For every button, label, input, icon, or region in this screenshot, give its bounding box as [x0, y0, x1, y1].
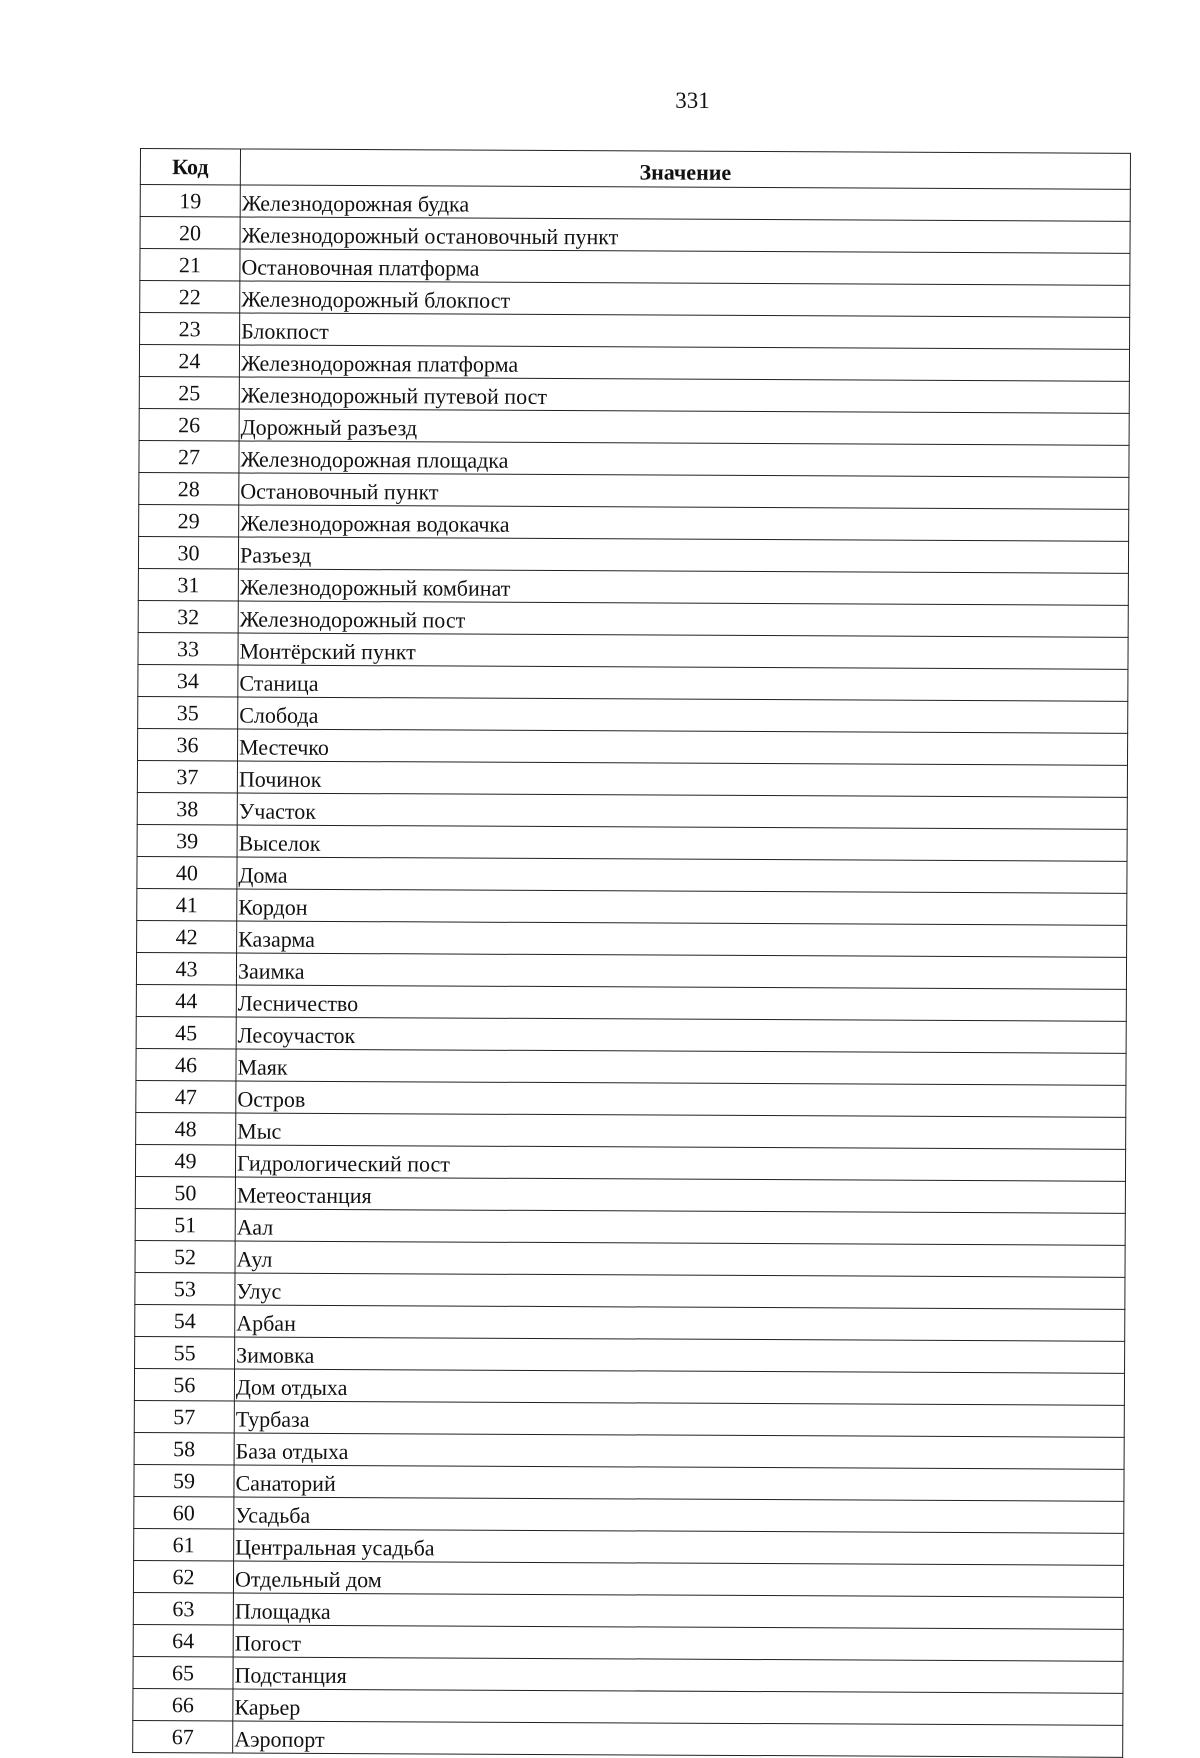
row-code: 49: [135, 1144, 235, 1176]
table-row: [136, 1080, 1126, 1117]
row-value: Карьер: [233, 1689, 1123, 1725]
row-code: 31: [138, 568, 238, 600]
row-code: 38: [137, 792, 237, 824]
table-row: [138, 664, 1128, 701]
row-code: 29: [139, 504, 239, 536]
table-row: [139, 472, 1129, 509]
row-code: 28: [139, 472, 239, 504]
row-value: Лесоучасток: [236, 1017, 1126, 1053]
row-value: Заимка: [236, 953, 1126, 989]
table-row: [135, 1208, 1125, 1245]
row-value: Казарма: [237, 921, 1127, 957]
row-code: 40: [137, 856, 237, 888]
table-row: [135, 1176, 1125, 1213]
row-code: 34: [138, 664, 238, 696]
table-row: [135, 1304, 1125, 1341]
table-row: [136, 952, 1126, 989]
row-code: 21: [140, 249, 240, 281]
table-header-row: [140, 149, 1130, 190]
row-value: Дорожный разъезд: [239, 409, 1129, 445]
table-row: [136, 984, 1126, 1021]
table-row: [138, 536, 1128, 573]
row-code: 41: [137, 888, 237, 920]
table-row: [135, 1240, 1125, 1277]
table-row: [138, 600, 1128, 637]
table-row: [134, 1432, 1124, 1469]
table-row: [140, 249, 1130, 286]
row-value: Остановочная платформа: [240, 249, 1130, 285]
row-code: 48: [136, 1112, 236, 1144]
row-code: 25: [139, 376, 239, 408]
row-code: 45: [136, 1016, 236, 1048]
row-value: Выселок: [237, 825, 1127, 861]
table-row: [136, 1112, 1126, 1149]
row-value: База отдыха: [234, 1433, 1124, 1469]
table-row: [137, 824, 1127, 861]
row-value: Усадьба: [234, 1497, 1124, 1533]
row-code: 46: [136, 1048, 236, 1080]
table-row: [138, 696, 1128, 733]
row-value: Местечко: [238, 729, 1128, 765]
row-code: 63: [133, 1592, 233, 1624]
row-value: Площадка: [233, 1593, 1123, 1629]
row-value: Монтёрский пункт: [238, 633, 1128, 669]
row-code: 44: [136, 984, 236, 1016]
table-row: [134, 1496, 1124, 1533]
row-value: Аул: [235, 1241, 1125, 1277]
table-row: [140, 281, 1130, 318]
table-row: [133, 1560, 1123, 1597]
row-code: 59: [134, 1464, 234, 1496]
row-code: 67: [133, 1720, 233, 1752]
table-row: [134, 1368, 1124, 1405]
row-value: Мыс: [236, 1113, 1126, 1149]
row-code: 42: [137, 920, 237, 952]
table-row: [139, 504, 1129, 541]
row-value: Железнодорожный блокпост: [240, 281, 1130, 317]
row-code: 22: [140, 281, 240, 313]
row-code: 24: [139, 345, 239, 377]
row-code: 23: [140, 313, 240, 345]
table-row: [134, 1464, 1124, 1501]
row-code: 33: [138, 632, 238, 664]
table-row: [133, 1720, 1123, 1757]
table-row: [139, 440, 1129, 477]
row-value: Кордон: [237, 889, 1127, 925]
row-code: 61: [134, 1528, 234, 1560]
table-row: [133, 1688, 1123, 1725]
page-number: 331: [675, 88, 710, 113]
row-code: 54: [135, 1304, 235, 1336]
row-value: Блокпост: [240, 313, 1130, 349]
table-row: [137, 760, 1127, 797]
row-value: Железнодорожная водокачка: [239, 505, 1129, 541]
row-code: 32: [138, 600, 238, 632]
row-code: 52: [135, 1240, 235, 1272]
row-code: 65: [133, 1656, 233, 1688]
table-row: [139, 345, 1129, 382]
row-code: 58: [134, 1432, 234, 1464]
table-row: [140, 185, 1130, 222]
row-value: Станица: [238, 665, 1128, 701]
row-code: 56: [134, 1368, 234, 1400]
table-body: [133, 185, 1131, 1758]
table-row: [136, 1016, 1126, 1053]
row-value: Лесничество: [236, 985, 1126, 1021]
row-code: 30: [138, 536, 238, 568]
row-value: Починок: [237, 761, 1127, 797]
row-value: Турбаза: [234, 1401, 1124, 1437]
table-row: [139, 408, 1129, 445]
row-code: 60: [134, 1496, 234, 1528]
table-row: [140, 217, 1130, 254]
row-code: 62: [133, 1560, 233, 1592]
row-code: 57: [134, 1400, 234, 1432]
row-code: 43: [136, 952, 236, 984]
row-code: 36: [138, 728, 238, 760]
row-code: 50: [135, 1176, 235, 1208]
row-value: Железнодорожный комбинат: [238, 569, 1128, 605]
row-value: Остров: [236, 1081, 1126, 1117]
header-value: Значение: [240, 149, 1130, 189]
row-code: 35: [138, 696, 238, 728]
row-code: 64: [133, 1624, 233, 1656]
table-row: [137, 920, 1127, 957]
table-row: [135, 1336, 1125, 1373]
table-row: [134, 1400, 1124, 1437]
row-value: Слобода: [238, 697, 1128, 733]
row-value: Дом отдыха: [234, 1369, 1124, 1405]
table-row: [134, 1528, 1124, 1565]
row-value: Железнодорожный остановочный пункт: [240, 217, 1130, 253]
row-value: Дома: [237, 857, 1127, 893]
row-code: 53: [135, 1272, 235, 1304]
row-code: 20: [140, 217, 240, 249]
row-code: 66: [133, 1688, 233, 1720]
header-code: Код: [140, 149, 240, 185]
row-value: Железнодорожная площадка: [239, 441, 1129, 477]
code-table-container: [132, 148, 1130, 1758]
row-value: Железнодорожная будка: [240, 185, 1130, 221]
table-row: [140, 313, 1130, 350]
table-row: [135, 1144, 1125, 1181]
table-row: [138, 728, 1128, 765]
table-row: [139, 376, 1129, 413]
row-value: Центральная усадьба: [234, 1529, 1124, 1565]
row-value: Аал: [235, 1209, 1125, 1245]
table-row: [136, 1048, 1126, 1085]
row-code: 37: [137, 760, 237, 792]
table-row: [138, 568, 1128, 605]
row-value: Разъезд: [238, 537, 1128, 573]
row-code: 39: [137, 824, 237, 856]
row-value: Подстанция: [233, 1657, 1123, 1693]
table-row: [133, 1592, 1123, 1629]
row-value: Гидрологический пост: [235, 1145, 1125, 1181]
row-value: Остановочный пункт: [239, 473, 1129, 509]
row-value: Отдельный дом: [233, 1561, 1123, 1597]
table-row: [137, 888, 1127, 925]
row-value: Улус: [235, 1273, 1125, 1309]
row-code: 26: [139, 408, 239, 440]
row-code: 19: [140, 185, 240, 217]
row-value: Железнодорожный пост: [238, 601, 1128, 637]
row-code: 55: [135, 1336, 235, 1368]
row-value: Участок: [237, 793, 1127, 829]
table-row: [133, 1624, 1123, 1661]
row-code: 47: [136, 1080, 236, 1112]
row-value: Железнодорожный путевой пост: [239, 377, 1129, 413]
table-row: [135, 1272, 1125, 1309]
row-value: Метеостанция: [235, 1177, 1125, 1213]
table-row: [137, 856, 1127, 893]
row-value: Арбан: [235, 1305, 1125, 1341]
row-value: Погост: [233, 1625, 1123, 1661]
row-value: Аэропорт: [233, 1721, 1123, 1757]
row-value: Железнодорожная платформа: [239, 345, 1129, 381]
row-code: 27: [139, 440, 239, 472]
row-value: Маяк: [236, 1049, 1126, 1085]
table-row: [137, 792, 1127, 829]
row-value: Зимовка: [235, 1337, 1125, 1373]
table-row: [133, 1656, 1123, 1693]
row-value: Санаторий: [234, 1465, 1124, 1501]
table-row: [138, 632, 1128, 669]
row-code: 51: [135, 1208, 235, 1240]
code-table: [132, 148, 1131, 1758]
